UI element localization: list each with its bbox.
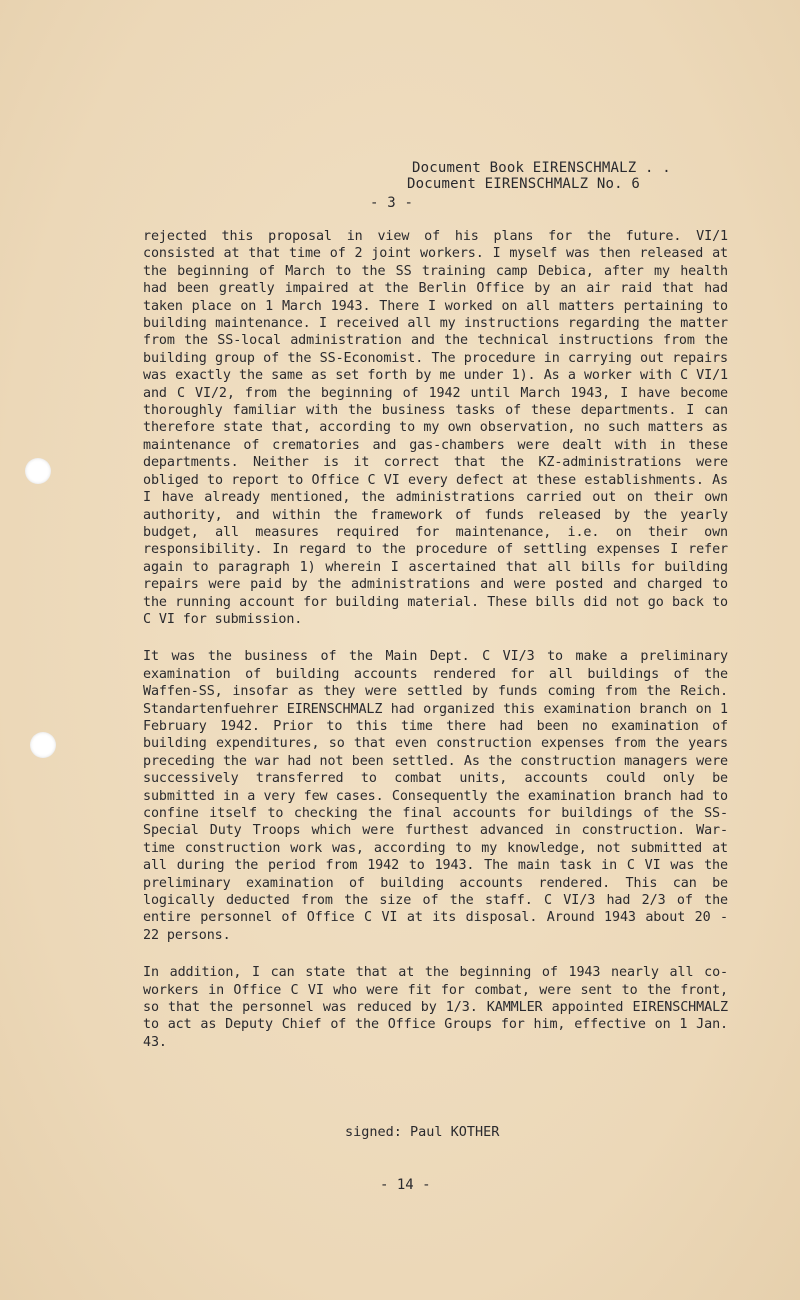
paragraph-3: In addition, I can state that at the beginning of 1943 nearly all co-workers in Office C VI who were fit for combat, were sent to the front, so that the personnel was reduced by 1/3. KAMMLER appointed EIRENSCHMALZ to act as Deputy Chief of the Office Groups for him, effective on 1 Jan. 43. [143,965,728,1050]
paragraph-2: It was the business of the Main Dept. C VI/3 to make a preliminary examination of building accounts rendered for all buildings of the Waffen-SS, insofar as they were settled by funds coming from the Reich. Standartenfuehrer EIRENSCHMALZ had organized this examination branch on 1 February 1942. Prior to this time there had been no examination of building expenditures, so that even construction expenses from the years preceding the war had not been settled. As the construction managers were successively transferred to combat units, accounts could only be submitted in a very few cases. Consequently the examination branch had to confine itself to checking the final accounts for buildings of the SS-Special Duty Troops which were furthest advanced in construction. War-time construction work was, according to my knowledge, not submitted at all during the period from 1942 to 1943. The main task in C VI was the preliminary examination of building accounts rendered. This can be logically deducted from the size of the staff. C VI/3 had 2/3 of the entire personnel of Office C VI at its disposal. Around 1943 about 20 - 22 persons. [143,649,728,943]
punch-hole-bottom [30,732,56,758]
page-number: - 14 - [380,1177,431,1193]
paragraph-1: rejected this proposal in view of his plans for the future. VI/1 consisted at that time of 2 joint workers. I myself was then released at the beginning of March to the SS training camp Debica, after my health had been greatly impaired at the Berlin Office by an air raid that had taken place on 1 March 1943. There I worked on all matters pertaining to building maintenance. I received all my instructions regarding the matter from the SS-local administration and the technical instructions from the building group of the SS-Economist. The procedure in carrying out repairs was exactly the same as set forth by me under 1). As a worker with C VI/1 and C VI/2, from the beginning of 1942 until March 1943, I have become thoroughly familiar with the business tasks of these departments. I can therefore state that, according to my own observation, no such matters as maintenance of crematories and gas-chambers were dealt with in these departments. Neither is it correct that the KZ-administrations were obliged to report to Office C VI every defect at these establishments. As I have already mentioned, the administrations carried out on their own authority, and within the framework of funds released by the yearly budget, all measures required for maintenance, i.e. on their own responsibility. In regard to the procedure of settling expenses I refer again to paragraph 1) wherein I ascertained that all bills for building repairs were paid by the administrations and were posted and charged to the running account for building material. These bills did not go back to C VI for submission. [143,229,728,627]
punch-hole-top [25,458,51,484]
document-book-line: Document Book EIRENSCHMALZ . . [412,160,671,176]
page-marker: - 3 - [370,195,414,211]
signature-line: signed: Paul KOTHER [345,1124,500,1140]
document-number-line: Document EIRENSCHMALZ No. 6 [407,176,640,192]
letter-body [143,228,728,1071]
